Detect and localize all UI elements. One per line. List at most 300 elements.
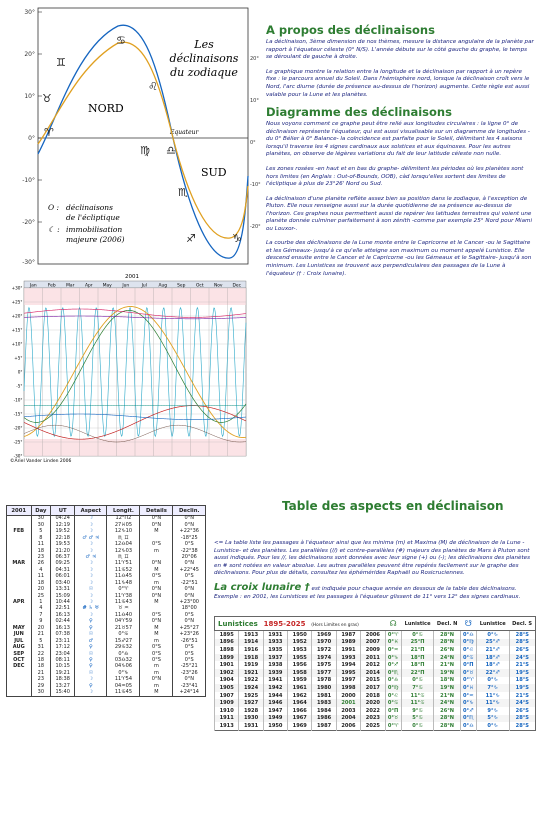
fig1-ytick: 20° (24, 51, 35, 58)
aspects-cell: 04♈59 (107, 619, 140, 625)
aspects-cell: # ♄ ♅ (75, 606, 107, 612)
legend-ecliptic-line: de l'écliptique (66, 213, 120, 222)
aspects-cell: m (140, 580, 173, 586)
aspects-col-header: Day (31, 506, 51, 516)
lunistice-cell: 1904 (215, 677, 239, 685)
fig1-ytick: -20° (22, 219, 35, 226)
aspects-cell: 30 (31, 516, 51, 523)
aspects-cell: -25°21 (173, 664, 206, 670)
lunistice-cell: 28°S (509, 715, 535, 723)
lunistice-cell: 1913 (239, 631, 263, 639)
lunistice-cell: 1956 (288, 661, 312, 669)
lunistice-cell: 1962 (288, 692, 312, 700)
sud-label: SUD (201, 166, 227, 179)
lunistice-cell: 11°♋ (401, 692, 434, 700)
lunistice-cell: 1921 (239, 669, 263, 677)
legend-moon-line: immobilisation (66, 225, 123, 234)
lunistice-cell: 0°♑ (385, 654, 401, 662)
aspects-cell: ☽ (75, 600, 107, 606)
fig2-ytick: -30° (13, 453, 23, 459)
aspects-cell: 06:37 (51, 555, 75, 561)
lunistice-cell: 1930 (239, 715, 263, 723)
lunistice-cell: 1931 (239, 722, 263, 730)
lunistice-cell: 1939 (263, 669, 287, 677)
lunistice-cell: 1961 (288, 684, 312, 692)
aspects-cell: 12°Π2 (107, 516, 140, 523)
month-bar (24, 281, 246, 288)
libra-icon: ♎ (166, 144, 176, 157)
aspects-col-header: UT (51, 506, 75, 516)
legend-ecliptic-line: déclinaisons (66, 203, 113, 212)
lunistices-note: (Hors Limites en gras) (311, 622, 359, 628)
lunistice-cell: 1991 (336, 646, 360, 654)
lunistice-cell: 21°S (509, 661, 535, 669)
aspects-cell: 12♎04 (107, 542, 140, 548)
lunistice-cell: 24°N (434, 699, 460, 707)
lunistice-cell: 28°N (434, 639, 460, 647)
aspects-cell: M (140, 632, 173, 638)
aspects-col-header: Aspect (75, 506, 107, 516)
lunistice-cell: 2014 (361, 669, 385, 677)
lunistice-cell: 21°S (509, 692, 535, 700)
lunistice-cell: 1984 (312, 707, 336, 715)
lunistice-cell: 1914 (239, 639, 263, 647)
aspects-cell: 18 (31, 548, 51, 554)
lunistice-cell: 26°S (509, 646, 535, 654)
aspects-cell: 23 (31, 555, 51, 561)
lunistice-cell: 0°♑ (476, 677, 509, 685)
paragraph: Nous voyons comment ce graphe peut être relié aux longitudes circulaires : la ligne 0° de déclinaison représente l'équateur, qui est aussi visualisable sur un diagramme de longitudes -du 0° Bélier à 0° Balance- la coïncidence est parfaite pour le Soleil, délimitant les 4 saisons lorsqu'il traverse les 4 signes cardinaux aux solstices et aux équinoxes. Pour les autres planètes, on observe de légères variations du fait de leur latitude céleste non nulle. (266, 121, 530, 158)
aspects-cell: 19:53 (51, 542, 75, 548)
aspects-cell: 23:11 (51, 638, 75, 644)
lunistice-cell: 0°♉ (385, 715, 401, 723)
lunistice-cell: 1924 (239, 684, 263, 692)
aspects-cell: SEP (7, 651, 32, 657)
lunistice-cell: 1927 (239, 699, 263, 707)
aspects-cell: ☽ (75, 568, 107, 574)
aspects-cell: 0°S (173, 574, 206, 580)
aspects-cell: M (140, 690, 173, 697)
lunistice-cell: 0°♐ (385, 661, 401, 669)
aspects-cell: -26°51 (173, 638, 206, 644)
lunistice-cell: 1944 (263, 692, 287, 700)
lunistice-cell: 1933 (263, 639, 287, 647)
lunistice-cell: 1975 (312, 661, 336, 669)
paragraph: La déclinaison d'une planète reflète assez bien sa position dans le zodiaque, à l'exception de Pluton. Elle nous renseigne aussi sur la durée quotidienne de sa présence au-dessus de l'horizon. Ces graphes nous permettent aussi de repérer les latitudes terrestres qui voient une planète donnée culminer parfaitement à son zénith -comme par exemple 25° Nord pour Miami ou Louxor-. (266, 195, 533, 232)
lunistice-cell: 1942 (263, 684, 287, 692)
aspects-cell: 11♎45 (107, 574, 140, 580)
lunistice-cell: 1959 (288, 677, 312, 685)
lunistice-cell: 0°♈ (385, 631, 401, 639)
lunistice-cell: 26°S (509, 707, 535, 715)
aspects-cell: ☽ (75, 690, 107, 697)
lunistice-cell: 0°♋ (401, 631, 434, 639)
aspects-cell: ☽ (75, 542, 107, 548)
aspects-cell: -22°51 (173, 580, 206, 586)
aspects-cell: ☽ (75, 516, 107, 523)
aspects-cell: 0°♎ (107, 651, 140, 657)
aspects-cell: 11♈54 (107, 677, 140, 683)
aspects-cell: 0°N (140, 522, 173, 528)
lunistice-cell: 2003 (336, 707, 360, 715)
aspects-cell: 0°N (173, 619, 206, 625)
lunistice-cell: 1946 (263, 699, 287, 707)
month-label: Nov (213, 283, 223, 289)
scorpio-icon: ♏ (178, 186, 188, 199)
aspects-cell: ☽ (75, 593, 107, 599)
aspects-cell: ♏ ♊ (107, 555, 140, 561)
aspects-cell: 0°S (173, 658, 206, 664)
lunistice-cell: 0°♒ (385, 646, 401, 654)
fig1-rtick: -10° (250, 182, 261, 188)
aspects-cell: 06:01 (51, 574, 75, 580)
aspects-cell: -18°25 (173, 535, 206, 541)
fig1-rtick: 10° (250, 98, 259, 104)
aspects-cell: 12:19 (51, 522, 75, 528)
aspects-col-header: Longit. (107, 506, 140, 516)
aspects-cell: 16:13 (51, 613, 75, 619)
aspects-cell: M (140, 529, 173, 535)
paragraph: Le graphique montre la relation entre la longitude et la déclinaison par rapport à un repère fixe : le parcours annuel du Soleil. Dans l'hémisphère nord, lorsque la déclinaison croît vers le Nord, l'arc diurne (durée de présence au-dessus de l'horizon) augmente. Cette règle est aussi valable pour la Lune et les planètes. (266, 68, 530, 98)
aspects-cell: ♀ (75, 619, 107, 625)
aspects-cell: 13:31 (51, 587, 75, 593)
aspects-cell: -22°38 (173, 548, 206, 554)
lunistice-row (215, 684, 536, 692)
fig2-ytick: -10° (13, 397, 23, 403)
aspects-row (7, 516, 206, 523)
aspects-cell: 25 (31, 593, 51, 599)
aspects-cell: 0°♑ (107, 671, 140, 677)
aspects-cell: 7 (31, 613, 51, 619)
aspects-cell: 04:24 (51, 516, 75, 523)
aspects-cell: 11♋45 (107, 690, 140, 697)
lunistice-cell: 21°Π (401, 646, 434, 654)
lunistice-cell: 0°♍ (385, 684, 401, 692)
fig1-rtick: -20° (250, 224, 261, 230)
lunistice-cell: 0°♓ (460, 684, 476, 692)
fig1-rtick: 0° (250, 140, 256, 146)
lunistice-cell: 0°♏ (460, 715, 476, 723)
month-label: Oct (195, 283, 204, 289)
lunistice-cell: 1899 (215, 654, 239, 662)
aspects-cell: 20°06 (173, 555, 206, 561)
aspects-col-header: Declin. (173, 506, 206, 516)
paragraph: La déclinaison, 3ème dimension de nos thèmes, mesure la distance angulaire de la planète par rapport à l'équateur céleste (0° N/S). L'année débute sur le côté gauche du graphe, le temps se déroulant de gauche à droite. (266, 39, 534, 61)
aspects-cell (7, 516, 32, 523)
aspects-cell: 13:27 (51, 683, 75, 689)
aspects-cell: 17:12 (51, 645, 75, 651)
aspects-cell: M (140, 625, 173, 631)
aspects-cell: 29♋32 (107, 645, 140, 651)
lunar-cross-text: est indiquée pour chaque année en dessous de la table des déclinaisons. Exemple : en 2001, les Lunistices et les passages à l'équateur glissent de 11° vers 12° des signes cardinaux. (214, 585, 521, 601)
fig1-title-line: Les (194, 38, 214, 51)
lunistice-cell: 0°♈ (385, 722, 401, 730)
lunistice-cell: 1955 (288, 654, 312, 662)
aspects-cell: 09:25 (51, 561, 75, 567)
lunistice-cell: 1995 (336, 669, 360, 677)
aspects-cell: 18:38 (51, 677, 75, 683)
lunistice-cell: 2007 (361, 639, 385, 647)
aspects-cell: 22:51 (51, 606, 75, 612)
lunistice-cell: 0°♏ (385, 669, 401, 677)
lunistice-cell: 0°♋ (460, 654, 476, 662)
paragraph-lunar-cross (214, 581, 536, 602)
aspects-cell: 0°N (140, 619, 173, 625)
lunistice-cell: 0°♋ (401, 722, 434, 730)
north-node-icon: ☊ (385, 617, 401, 631)
table-explanation (214, 540, 536, 605)
lunistice-cell: 1950 (288, 631, 312, 639)
aspects-cell (7, 690, 32, 697)
lunistice-cell: 28°S (509, 631, 535, 639)
paragraph: La courbe des déclinaisons de la Lune monte entre le Capricorne et le Cancer -ou le Sagittaire et les Gémeaux- jusqu'à ce qu'elle atteigne son maximum ou moment appelé Lunistice. Elle descend ensuite entre le Cancer et le Capricorne -ou les Gémeaux et le Sagittaire- jusqu'à son minimum. Les Lunistices se trouvent aux perpendiculaires des passages de la Lune à l'équateur († : Croix lunaire). (266, 240, 532, 277)
equator-label: Equateur (170, 129, 199, 136)
aspects-cell: ☽ (75, 677, 107, 683)
lunistice-cell: 1993 (336, 654, 360, 662)
lunistice-row (215, 707, 536, 715)
aspects-cell: m (140, 638, 173, 644)
lunistice-cell: 19°N (434, 669, 460, 677)
aspects-cell: 04♒05 (107, 683, 140, 689)
lunistice-cell: 28°N (434, 631, 460, 639)
aspects-cell: 11♎40 (107, 613, 140, 619)
aspects-cell: 03♎32 (107, 658, 140, 664)
month-label: Jan (29, 283, 37, 289)
gemini-icon: ♊ (56, 56, 66, 69)
lunistice-cell: 2025 (361, 722, 385, 730)
lunistice-cell: 26°N (434, 707, 460, 715)
fig1-ytick: 10° (24, 93, 35, 100)
aspects-cell: 21:20 (51, 548, 75, 554)
lunistices-table (214, 616, 536, 731)
lunistice-cell: 22°♐ (476, 669, 509, 677)
aspects-cell: +25°27 (173, 625, 206, 631)
aspects-cell: AUG (7, 645, 32, 651)
lunistice-cell: 1989 (336, 639, 360, 647)
aspects-cell: 19:52 (51, 529, 75, 535)
capricorn-icon: ♑ (232, 232, 242, 245)
aspects-cell: ☽ (75, 580, 107, 586)
nord-label: NORD (88, 102, 124, 115)
fig1-ytick: -30° (22, 259, 35, 266)
lunistice-cell: 2009 (361, 646, 385, 654)
lunistice-cell: 1905 (215, 684, 239, 692)
lunistice-row (215, 699, 536, 707)
lunistice-cell: 1974 (312, 654, 336, 662)
lunistice-cell: 1910 (215, 707, 239, 715)
lunistice-cell: 1898 (215, 646, 239, 654)
fig1-ytick: -10° (22, 177, 35, 184)
aspects-cell: m (140, 671, 173, 677)
lunistice-cell: 0°Π (460, 661, 476, 669)
lunistice-cell: 2018 (361, 692, 385, 700)
lunistice-cell: 1911 (215, 715, 239, 723)
month-label: Aug (158, 283, 168, 289)
aspects-cell: +23°26 (173, 632, 206, 638)
lunistice-cell: 18°N (434, 677, 460, 685)
lunistice-cell: 0°♈ (460, 677, 476, 685)
aspects-cell: 18 (31, 580, 51, 586)
lunistice-cell: 1935 (263, 646, 287, 654)
lunistice-cell: 18°Π (401, 654, 434, 662)
fig2-ytick: +25° (11, 299, 23, 305)
lunistice-cell: 9°♑ (476, 707, 509, 715)
aspects-cell: ☽ (75, 613, 107, 619)
lunistice-cell: 24°S (509, 699, 535, 707)
aspects-cell: m (140, 548, 173, 554)
month-label: Feb (47, 283, 56, 289)
legend-moon-line: majeure (2006) (66, 235, 125, 244)
fig2-credit: ©Ariel Vander Linden 2006 (10, 459, 72, 464)
lunistice-cell: 7°♋ (401, 684, 434, 692)
aspects-cell: +22°36 (173, 529, 206, 535)
declination-graph-2001 (4, 272, 260, 464)
lunistice-cell: 5°♋ (401, 715, 434, 723)
lunistice-cell: 1983 (312, 699, 336, 707)
aspects-cell: 11♈38 (107, 593, 140, 599)
fig2-year: 2001 (125, 274, 139, 280)
lunistice-cell: 1938 (263, 661, 287, 669)
aspects-cell: 30 (31, 690, 51, 697)
lunistice-cell: 1964 (288, 699, 312, 707)
lunistice-cell: 2012 (361, 661, 385, 669)
fig1-ytick: 0° (28, 135, 35, 142)
aspects-cell: 23 (31, 677, 51, 683)
lunistice-cell: 0°♑ (476, 631, 509, 639)
aspects-cell: 04♑06 (107, 664, 140, 670)
lunistice-row (215, 646, 536, 654)
aspects-cell: 11 (31, 542, 51, 548)
lunistice-cell: 9°♋ (401, 707, 434, 715)
aspects-cell: 11♑48 (107, 580, 140, 586)
aspects-cell: 1 (31, 600, 51, 606)
aspects-cell: 18°00 (173, 606, 206, 612)
aspects-cell: ♂ ♂ ♃ (75, 535, 107, 541)
lunistice-cell: 26°N (434, 646, 460, 654)
lunistice-cell: 5°♑ (476, 715, 509, 723)
lunistice-cell: 2011 (361, 654, 385, 662)
aspects-cell: 02:44 (51, 619, 75, 625)
lunistice-cell: 1952 (288, 639, 312, 647)
lunistice-cell: 1953 (288, 646, 312, 654)
aspects-cell: 0°N (173, 522, 206, 528)
lunistice-cell: 2006 (361, 631, 385, 639)
month-label: Apr (84, 283, 93, 289)
aries-icon: ♈ (44, 126, 54, 139)
lunistice-cell: 1994 (336, 661, 360, 669)
aspects-cell: 0°♋ (107, 632, 140, 638)
aspects-cell: 0°N (173, 677, 206, 683)
aspects-cell: 15:09 (51, 593, 75, 599)
col-header: Lunistice (476, 617, 509, 631)
aspects-cell: OCT (7, 658, 32, 664)
lunistice-cell: 19°N (434, 684, 460, 692)
aspects-cell: 0°S (140, 651, 173, 657)
lunistice-cell: 21°♐ (476, 646, 509, 654)
fig2-ytick: +30° (11, 285, 23, 291)
lunistice-cell: 2020 (361, 699, 385, 707)
lunistice-cell: 28°S (509, 722, 535, 730)
aspects-cell: 0°S (140, 574, 173, 580)
lunistice-cell: 24°N (434, 654, 460, 662)
month-label: Sep (177, 283, 186, 289)
lunistice-cell: 1928 (239, 707, 263, 715)
lunistice-cell: 1998 (336, 684, 360, 692)
col-header: Lunistice (401, 617, 434, 631)
aspects-cell: 0°S (173, 542, 206, 548)
aspects-cell: ☽ (75, 529, 107, 535)
lunistice-cell: 0°♑ (460, 699, 476, 707)
aspects-cell: 0°S (140, 542, 173, 548)
lunistice-row (215, 654, 536, 662)
aspects-cell: 22:18 (51, 535, 75, 541)
lunistice-cell: 0°Π (385, 707, 401, 715)
fig2-ytick: +10° (11, 341, 23, 347)
aspects-cell: 0°S (140, 658, 173, 664)
aspects-cell: ♀ (75, 683, 107, 689)
aspects-cell: ☽ (75, 574, 107, 580)
aspects-cell: FEB (7, 529, 32, 535)
aspects-cell: 5 (31, 638, 51, 644)
aspects-cell: 19:21 (51, 671, 75, 677)
aspects-cell: ♀ (75, 645, 107, 651)
aspects-cell: 12♑03 (107, 548, 140, 554)
lunistice-cell: 1909 (215, 699, 239, 707)
aspects-cell: ☽ (75, 522, 107, 528)
lunistice-row (215, 722, 536, 730)
aspects-cell: 12♑10 (107, 529, 140, 535)
lunistice-cell: 0°♑ (476, 722, 509, 730)
lunistice-cell: 1972 (312, 646, 336, 654)
aspects-cell: ☉ (75, 632, 107, 638)
aspects-cell: m (140, 664, 173, 670)
lunistice-cell: 2022 (361, 707, 385, 715)
aspects-cell: MAR (7, 561, 32, 567)
lunistice-row (215, 715, 536, 723)
lunistice-cell: 1919 (239, 661, 263, 669)
lunistice-row (215, 669, 536, 677)
aspects-cell: 03:40 (51, 580, 75, 586)
aspects-cell: ♂ (75, 638, 107, 644)
fig2-ytick: 0° (17, 369, 23, 375)
aspects-cell: 4 (31, 568, 51, 574)
section-title-table: Table des aspects en déclinaison (282, 499, 504, 513)
lunistice-cell: 2006 (336, 722, 360, 730)
aspects-cell: 0°N (173, 516, 206, 523)
lunistice-cell: 1997 (336, 677, 360, 685)
aspects-cell: -23°26 (173, 671, 206, 677)
lunistice-cell: 0°♓ (385, 639, 401, 647)
lunistice-cell: 1969 (288, 722, 312, 730)
aspects-cell: ☉ (75, 651, 107, 657)
aspects-cell: 10:44 (51, 600, 75, 606)
lunistice-cell: 2004 (336, 715, 360, 723)
aspects-cell: 21 (31, 671, 51, 677)
aspects-cell: 5 (31, 529, 51, 535)
lunistice-cell: 1977 (312, 669, 336, 677)
lunistice-cell: 0°♍ (460, 639, 476, 647)
aspects-cell: ☽ (75, 561, 107, 567)
month-label: Jun (122, 283, 130, 289)
aspects-cell: M (140, 568, 173, 574)
aspects-cell: m (140, 683, 173, 689)
lunistice-cell: 1987 (336, 631, 360, 639)
lunistice-cell: 0°♌ (385, 692, 401, 700)
lunistice-cell: 2000 (336, 692, 360, 700)
aspects-cell: 11♋43 (107, 600, 140, 606)
aspects-cell: 11♈51 (107, 561, 140, 567)
sagittarius-icon: ♐ (186, 232, 196, 245)
